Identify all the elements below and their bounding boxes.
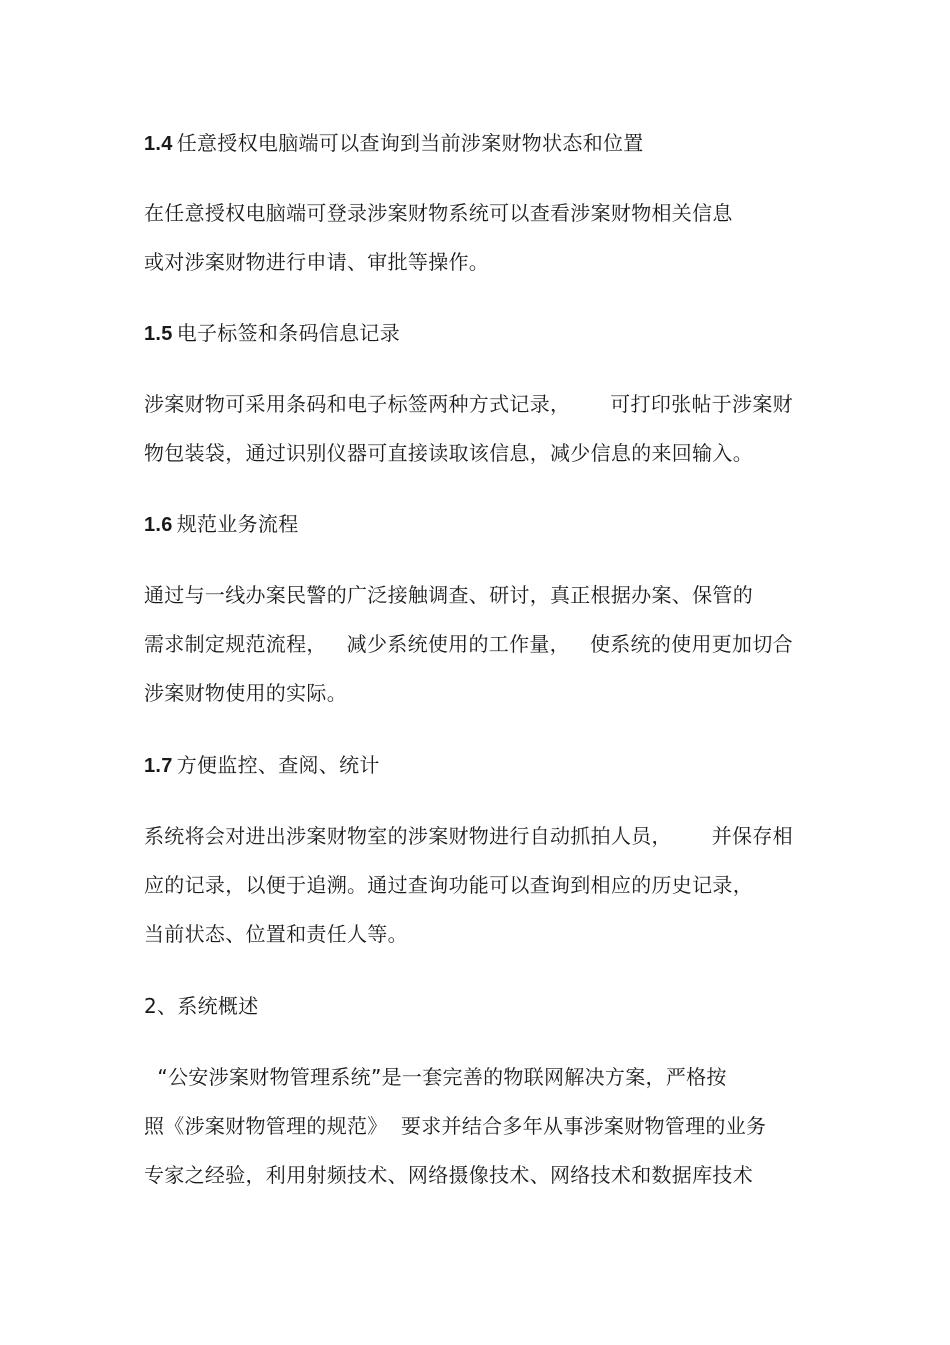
section-heading-1-6 xyxy=(144,510,299,539)
paragraph-line: 在任意授权电脑端可登录涉案财物系统可以查看涉案财物相关信息 xyxy=(144,201,733,225)
paragraph-line: 涉案财物使用的实际。 xyxy=(144,681,347,705)
section-title: 方便监控、查阅、统计 xyxy=(176,753,380,777)
paragraph-line: 系统将会对进出涉案财物室的涉案财物进行自动抓拍人员， 并保存相 xyxy=(144,824,793,848)
section-number: 1.6 xyxy=(144,514,173,536)
section-number: 1.5 xyxy=(144,323,173,345)
paragraph-line: 应的记录，以便于追溯。通过查询功能可以查询到相应的历史记录， xyxy=(144,873,753,897)
section-heading-2: 2、系统概述 xyxy=(144,994,259,1018)
paragraph-line: 专家之经验，利用射频技术、网络摄像技术、网络技术和数据库技术 xyxy=(144,1163,753,1187)
section-title: 规范业务流程 xyxy=(176,512,299,536)
section-heading-1-4 xyxy=(144,129,644,158)
section-number: 1.7 xyxy=(144,755,173,777)
section-heading-1-5 xyxy=(144,319,400,348)
paragraph-line: 通过与一线办案民警的广泛接触调查、研讨，真正根据办案、保管的 xyxy=(144,583,753,607)
paragraph-line: “公安涉案财物管理系统”是一套完善的物联网解决方案，严格按 xyxy=(144,1065,727,1089)
paragraph-line: 需求制定规范流程， 减少系统使用的工作量， 使系统的使用更加切合 xyxy=(144,632,793,656)
section-heading-1-7 xyxy=(144,751,380,780)
section-title: 任意授权电脑端可以查询到当前涉案财物状态和位置 xyxy=(176,131,644,155)
section-number: 1.4 xyxy=(144,133,173,155)
paragraph-line: 照《涉案财物管理的规范》 要求并结合多年从事涉案财物管理的业务 xyxy=(144,1114,767,1138)
paragraph-line: 或对涉案财物进行申请、审批等操作。 xyxy=(144,250,490,274)
paragraph-line: 涉案财物可采用条码和电子标签两种方式记录， 可打印张帖于涉案财 xyxy=(144,392,793,416)
paragraph-line: 物包装袋，通过识别仪器可直接读取该信息，减少信息的来回输入。 xyxy=(144,441,753,465)
section-title: 电子标签和条码信息记录 xyxy=(176,321,401,345)
paragraph-line: 当前状态、位置和责任人等。 xyxy=(144,922,408,946)
